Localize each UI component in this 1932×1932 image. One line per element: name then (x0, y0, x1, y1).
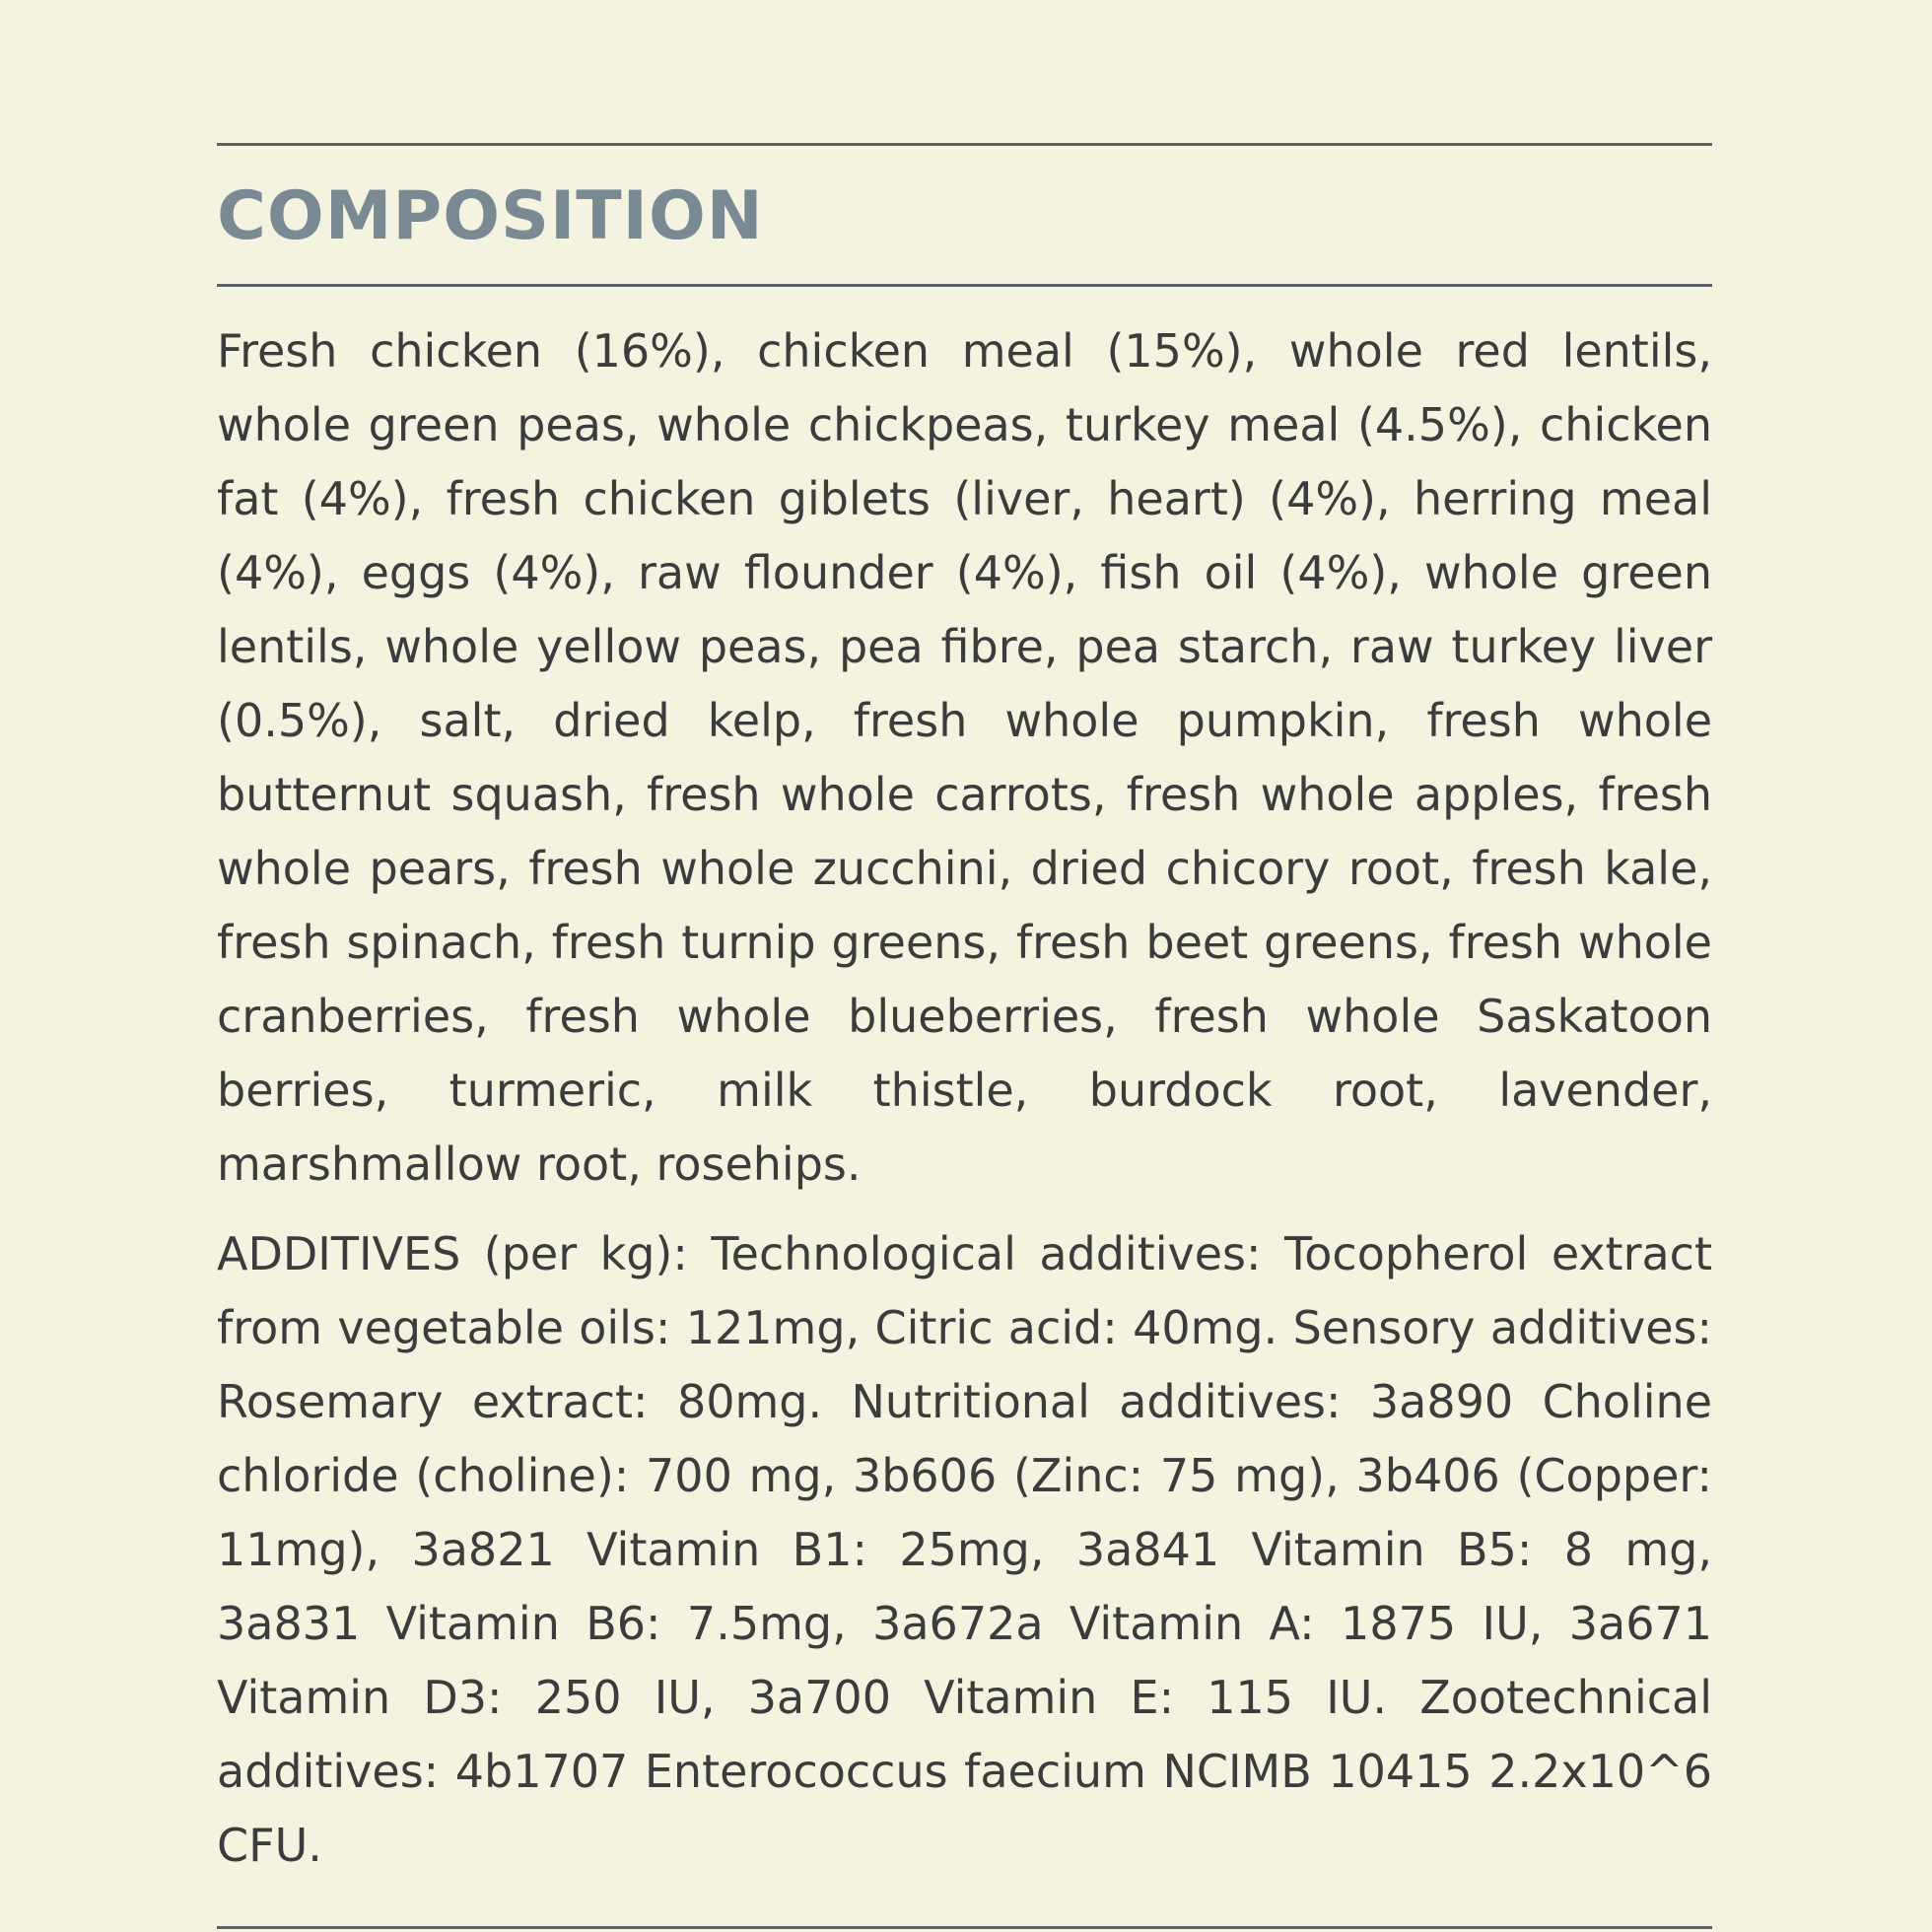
bottom-divider (217, 1926, 1712, 1929)
section-title: COMPOSITION (217, 177, 764, 255)
composition-panel (217, 143, 1712, 1929)
additives-paragraph: ADDITIVES (per kg): Technological additives: Tocopherol extract from vegetable oils: 121mg, Citric acid: 40mg. Sensory additives: Rosemary extract: 80mg. Nutritional additives: 3a890 Choline chloride (choline): 700 mg, 3b606 (Zinc: 75 mg), 3b406 (Copper: 11mg), 3a821 Vitamin B1: 25mg, 3a841 Vitamin B5: 8 mg, 3a831 Vitamin B6: 7.5mg, 3a672a Vitamin A: 1875 IU, 3a671 Vitamin D3: 250 IU, 3a700 Vitamin E: 115 IU. Zootechnical additives: 4b1707 Enterococcus faecium NCIMB 10415 2.2x10^6 CFU. (217, 1227, 1712, 1872)
ingredients-paragraph: Fresh chicken (16%), chicken meal (15%), whole red lentils, whole green peas, whole chickpeas, turkey meal (4.5%), chicken fat (4%), fresh chicken giblets (liver, heart) (4%), herring meal (4%), eggs (4%), raw flounder (4%), fish oil (4%), whole green lentils, whole yellow peas, pea fibre, pea starch, raw turkey liver (0.5%), salt, dried kelp, fresh whole pumpkin, fresh whole butternut squash, fresh whole carrots, fresh whole apples, fresh whole pears, fresh whole zucchini, dried chicory root, fresh kale, fresh spinach, fresh turnip greens, fresh beet greens, fresh whole cranberries, fresh whole blueberries, fresh whole Saskatoon berries, turmeric, milk thistle, burdock root, lavender, marshmallow root, rosehips. (217, 324, 1712, 1191)
top-divider (217, 143, 1712, 146)
title-divider (217, 284, 1712, 287)
